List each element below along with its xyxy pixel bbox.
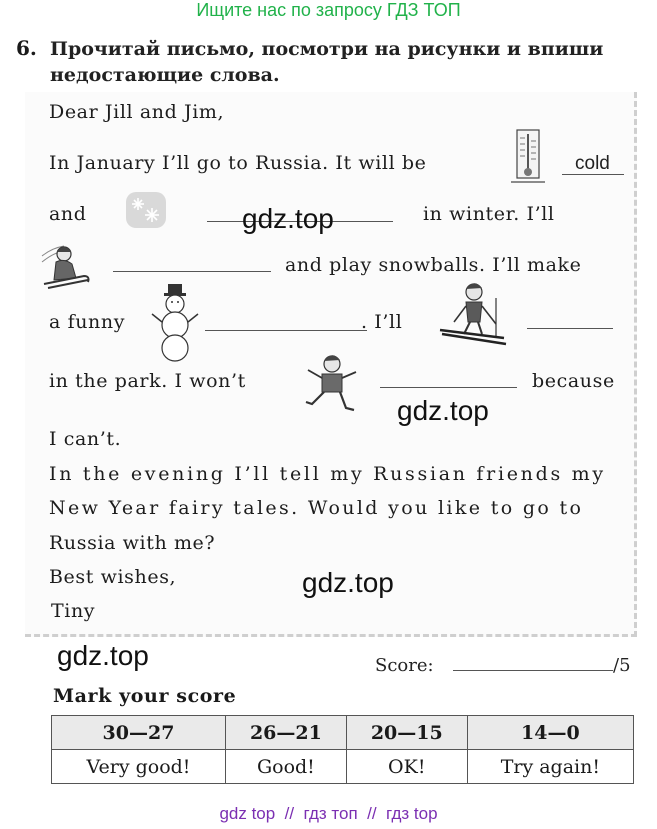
letter-line-8: New Year fairy tales. Would you like to go to: [49, 497, 584, 519]
score-mark: Try again!: [467, 750, 633, 784]
score-input-line[interactable]: [453, 670, 613, 671]
letter-closing: Best wishes,: [49, 566, 177, 588]
snowflakes-icon: [124, 188, 168, 232]
score-range: 30—27: [52, 716, 226, 750]
sledging-boy-icon: [38, 240, 94, 298]
watermark: gdz.top: [57, 640, 149, 671]
top-search-link[interactable]: Ищите нас по запросу ГДЗ ТОП: [196, 0, 461, 20]
letter-line-4a: a funny: [49, 311, 126, 333]
answer-line-4[interactable]: [205, 330, 367, 331]
score-mark: Good!: [225, 750, 346, 784]
watermark: gdz.top: [242, 203, 334, 234]
answer-line-6[interactable]: [380, 387, 517, 388]
answer-line-3[interactable]: [113, 271, 271, 272]
score-mark: OK!: [346, 750, 467, 784]
bottom-links[interactable]: gdz top // гдз топ // гдз top: [219, 804, 438, 823]
letter-line-5b: because: [532, 370, 615, 392]
score-label: Score:: [375, 655, 434, 676]
letter-line-7: In the evening I’ll tell my Russian friends my: [49, 463, 606, 485]
letter-line-2a: and: [49, 203, 87, 225]
task-instruction: Прочитай письмо, посмотри на рисунки и впиши недостающие слова.: [50, 38, 604, 86]
letter-line-6: I can’t.: [49, 428, 122, 450]
letter-signature: Tiny: [51, 600, 96, 622]
thermometer-icon: [509, 126, 549, 186]
score-range: 26—21: [225, 716, 346, 750]
skating-boy-icon: [302, 350, 360, 414]
task-number: 6.: [16, 36, 37, 60]
score-max: /5: [613, 655, 631, 676]
skiing-boy-icon: [432, 276, 512, 346]
snowman-icon: [150, 282, 202, 362]
answer-cold: cold: [575, 153, 610, 174]
letter-line-4b: . I’ll: [361, 311, 403, 333]
score-mark: Very good!: [52, 750, 226, 784]
letter-line-9: Russia with me?: [49, 532, 216, 554]
letter-line-2b: in winter. I’ll: [423, 203, 555, 225]
score-range: 20—15: [346, 716, 467, 750]
score-range: 14—0: [467, 716, 633, 750]
mark-your-score-title: Mark your score: [53, 685, 237, 707]
score-table: [51, 715, 634, 784]
watermark: gdz.top: [302, 567, 394, 598]
letter-greeting: Dear Jill and Jim,: [49, 101, 225, 123]
answer-line-5[interactable]: [527, 328, 613, 329]
letter-line-3: and play snowballs. I’ll make: [285, 254, 582, 276]
watermark: gdz.top: [397, 395, 489, 426]
letter-line-5a: in the park. I won’t: [49, 370, 246, 392]
letter-line-1: In January I’ll go to Russia. It will be: [49, 152, 427, 174]
